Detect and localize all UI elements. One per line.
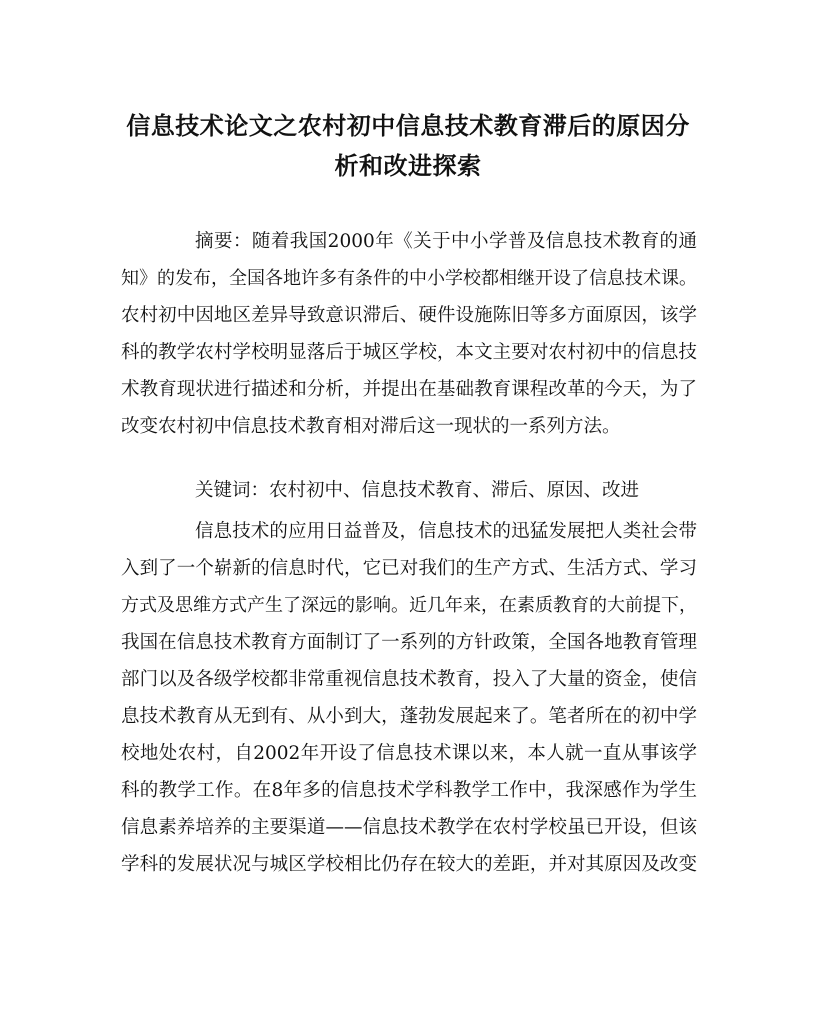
body-line-8: 科的教学工作。在8年多的信息技术学科教学工作中，我深感作为学生 bbox=[121, 780, 697, 801]
abstract-line-4: 科的教学农村学校明显落后于城区学校，本文主要对农村初中的信息技 bbox=[121, 342, 697, 363]
document-title-line-1: 信息技术论文之农村初中信息技术教育滞后的原因分 bbox=[126, 111, 690, 140]
abstract-line-5: 术教育现状进行描述和分析，并提出在基础教育课程改革的今天，为了 bbox=[121, 379, 697, 400]
body-line-3: 方式及思维方式产生了深远的影响。近几年来，在素质教育的大前提下， bbox=[121, 595, 697, 616]
body-line-1: 信息技术的应用日益普及，信息技术的迅猛发展把人类社会带 bbox=[195, 521, 697, 542]
abstract-line-3: 农村初中因地区差异导致意识滞后、硬件设施陈旧等多方面原因，该学 bbox=[121, 305, 697, 326]
body-line-10: 学科的发展状况与城区学校相比仍存在较大的差距，并对其原因及改变 bbox=[121, 854, 697, 875]
body-line-2: 入到了一个崭新的信息时代，它已对我们的生产方式、生活方式、学习 bbox=[121, 558, 697, 579]
abstract-line-1: 摘要：随着我国2000年《关于中小学普及信息技术教育的通 bbox=[195, 231, 697, 252]
body-line-4: 我国在信息技术教育方面制订了一系列的方针政策，全国各地教育管理 bbox=[121, 632, 697, 653]
keywords-line: 关键词：农村初中、信息技术教育、滞后、原因、改进 bbox=[195, 480, 640, 501]
document-title-line-2: 析和改进探索 bbox=[334, 151, 482, 180]
body-line-6: 息技术教育从无到有、从小到大，蓬勃发展起来了。笔者所在的初中学 bbox=[121, 706, 697, 727]
body-line-5: 部门以及各级学校都非常重视信息技术教育，投入了大量的资金，使信 bbox=[121, 669, 697, 690]
body-line-9: 信息素养培养的主要渠道——信息技术教学在农村学校虽已开设，但该 bbox=[121, 817, 697, 838]
abstract-line-6: 改变农村初中信息技术教育相对滞后这一现状的一系列方法。 bbox=[121, 416, 621, 437]
abstract-line-2: 知》的发布，全国各地许多有条件的中小学校都相继开设了信息技术课。 bbox=[121, 268, 697, 289]
body-line-7: 校地处农村，自2002年开设了信息技术课以来，本人就一直从事该学 bbox=[121, 743, 697, 764]
